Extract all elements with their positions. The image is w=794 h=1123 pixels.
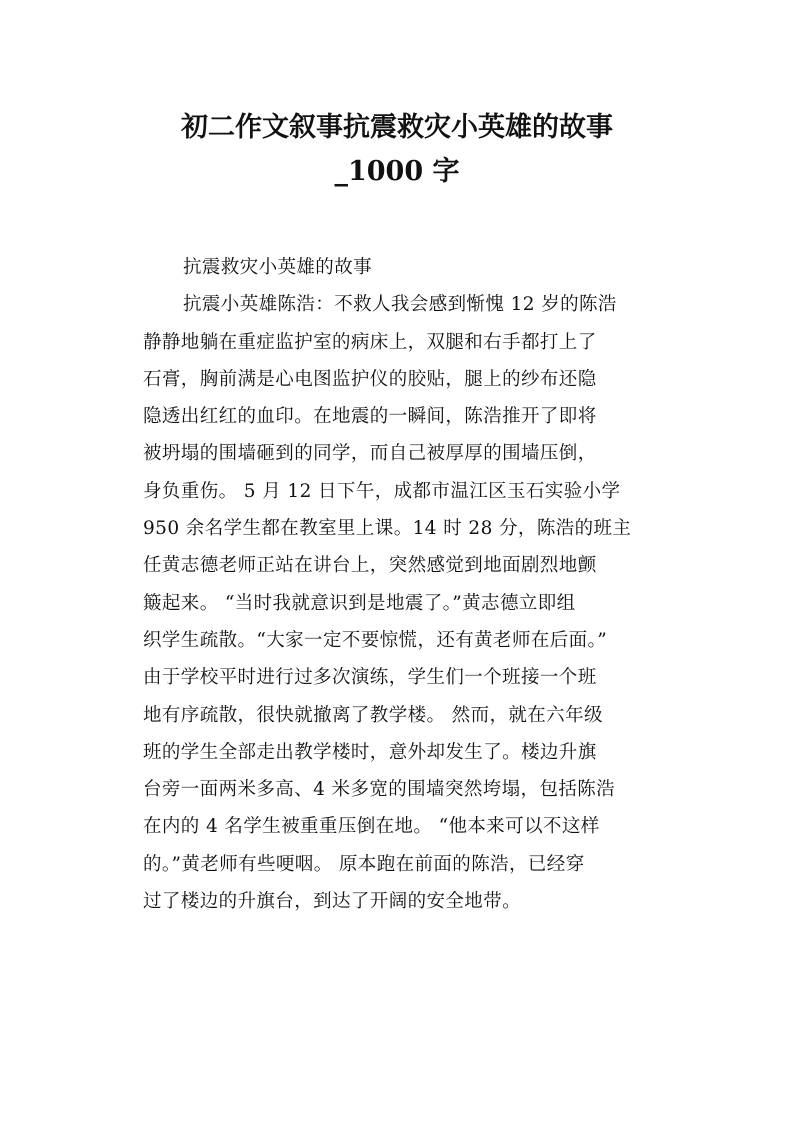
document-body (143, 249, 683, 920)
paragraph-line: 簸起来。 “当时我就意识到是地震了。”黄志德立即组 (143, 592, 576, 614)
paragraph-line: 织学生疏散。“大家一定不要惊慌，还有黄老师在后面。” (143, 629, 608, 651)
paragraph-line: 由于学校平时进行过多次演练，学生们一个班接一个班 (143, 667, 597, 689)
paragraph-line: 石膏，胸前满是心电图监护仪的胶贴，腿上的纱布还隐 (143, 368, 597, 390)
paragraph-line: 抗震小英雄陈浩：不救人我会感到惭愧 12 岁的陈浩 (183, 294, 617, 316)
paragraph-line: 950 余名学生都在教室里上课。14 时 28 分，陈浩的班主 (143, 518, 632, 540)
paragraph-line: 身负重伤。 5 月 12 日下午，成都市温江区玉石实验小学 (143, 480, 621, 502)
paragraph-line: 在内的 4 名学生被重重压倒在地。 “他本来可以不这样 (143, 816, 600, 838)
paragraph-line: 地有序疏散，很快就撤离了教学楼。 然而，就在六年级 (143, 704, 603, 726)
document-title-line-1: 初二作文叙事抗震救灾小英雄的故事 (181, 112, 613, 143)
paragraph-line: 过了楼边的升旗台，到达了开阔的安全地带。 (143, 891, 522, 913)
paragraph-line: 被坍塌的围墙砸到的同学，而自己被厚厚的围墙压倒， (143, 443, 597, 465)
section-heading: 抗震救灾小英雄的故事 (183, 257, 373, 278)
paragraph-line: 台旁一面两米多高、4 米多宽的围墙突然垮塌，包括陈浩 (143, 779, 616, 801)
document-title-line-2: _1000 字 (334, 156, 460, 187)
paragraph-line: 任黄志德老师正站在讲台上，突然感觉到地面剧烈地颤 (143, 555, 597, 577)
paragraph-line: 的。”黄老师有些哽咽。 原本跑在前面的陈浩，已经穿 (143, 853, 585, 875)
paragraph-line: 静静地躺在重症监护室的病床上，双腿和右手都打上了 (143, 331, 597, 353)
paragraph-line: 班的学生全部走出教学楼时，意外却发生了。楼边升旗 (143, 741, 597, 763)
paragraph-line: 隐透出红红的血印。在地震的一瞬间，陈浩推开了即将 (143, 406, 597, 428)
